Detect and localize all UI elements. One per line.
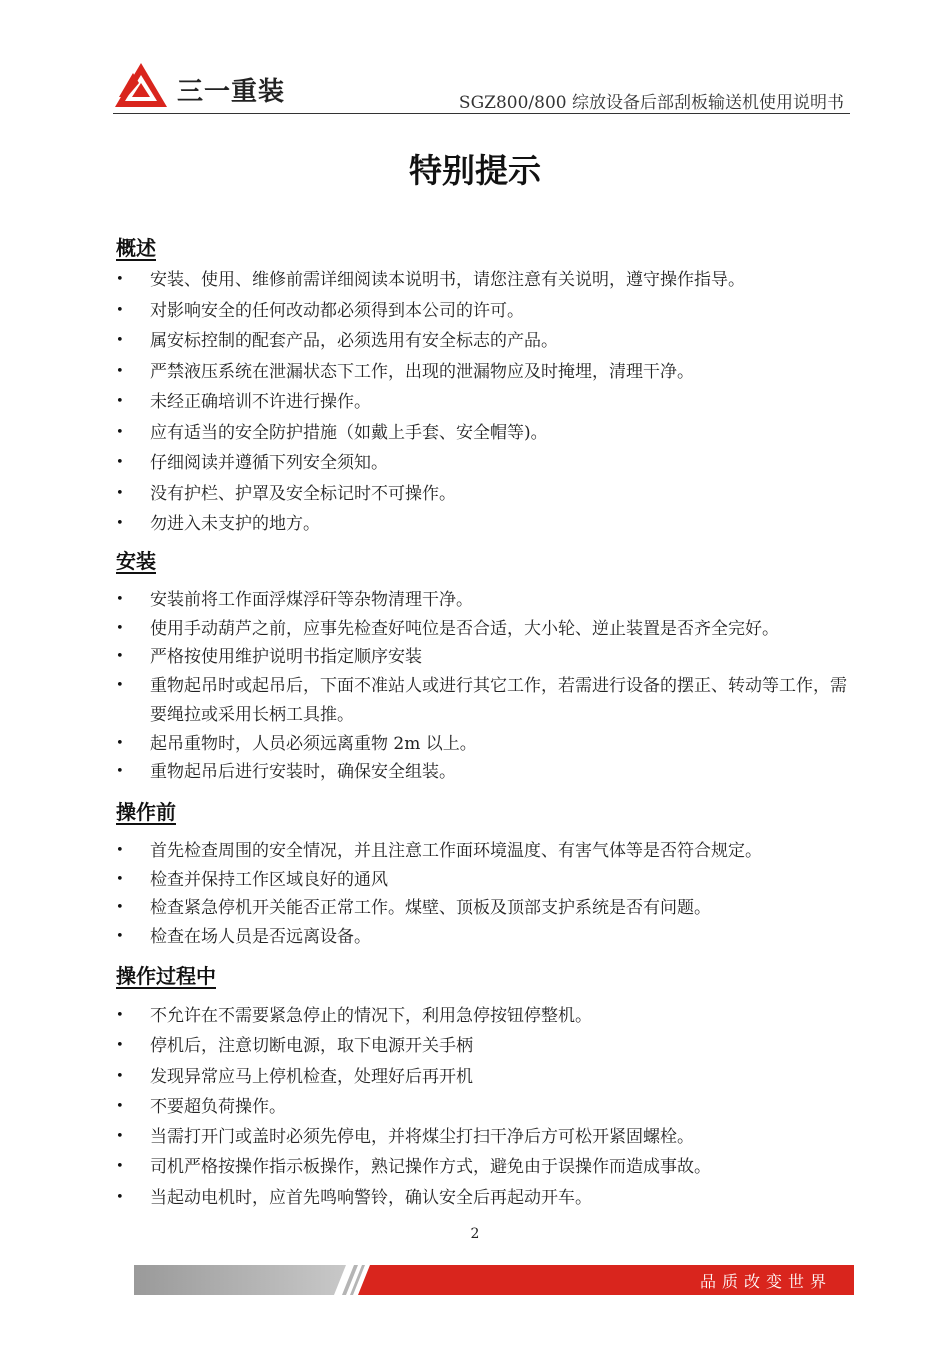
company-name: 三一重装 <box>177 77 286 107</box>
header-divider <box>113 113 850 114</box>
section-heading: 安装 <box>116 549 156 573</box>
list-item: • 当需打开门或盖时必须先停电，并将煤尘打扫干净后方可松开紧固螺栓。 <box>116 1122 856 1152</box>
section-heading: 概述 <box>116 236 156 260</box>
list-item: • 属安标控制的配套产品，必须选用有安全标志的产品。 <box>116 326 856 357</box>
bullet-list <box>116 1001 856 1213</box>
list-item: • 安装、使用、维修前需详细阅读本说明书，请您注意有关说明，遵守操作指导。 <box>116 265 856 296</box>
list-item: • 检查在场人员是否远离设备。 <box>116 923 856 952</box>
bullet-list <box>116 265 856 540</box>
footer-bar <box>134 1265 854 1295</box>
section-before-operation <box>116 797 856 952</box>
list-item: • 勿进入未支护的地方。 <box>116 509 856 540</box>
list-item: • 对影响安全的任何改动都必须得到本公司的许可。 <box>116 296 856 327</box>
list-item: • 起吊重物时，人员必须远离重物 2m 以上。 <box>116 730 856 759</box>
bullet-list <box>116 586 856 787</box>
section-heading: 操作过程中 <box>116 964 216 988</box>
section-heading: 操作前 <box>116 800 176 824</box>
list-item: • 检查紧急停机开关能否正常工作。煤壁、顶板及顶部支护系统是否有问题。 <box>116 894 856 923</box>
section-overview <box>116 233 856 540</box>
section-installation <box>116 546 856 787</box>
list-item: • 不允许在不需要紧急停止的情况下，利用急停按钮停整机。 <box>116 1001 856 1031</box>
list-item: • 仔细阅读并遵循下列安全须知。 <box>116 448 856 479</box>
page-title: 特别提示 <box>409 151 541 190</box>
list-item: • 发现异常应马上停机检查，处理好后再开机 <box>116 1062 856 1092</box>
list-item: • 司机严格按操作指示板操作，熟记操作方式，避免由于误操作而造成事故。 <box>116 1152 856 1182</box>
sany-logo-icon <box>113 61 169 109</box>
list-item: • 检查并保持工作区域良好的通风 <box>116 866 856 895</box>
section-during-operation <box>116 961 856 1213</box>
footer-slogan: 品质改变世界 <box>699 1272 832 1291</box>
list-item: • 严禁液压系统在泄漏状态下工作，出现的泄漏物应及时掩埋，清理干净。 <box>116 357 856 388</box>
list-item: • 首先检查周围的安全情况，并且注意工作面环境温度、有害气体等是否符合规定。 <box>116 837 856 866</box>
list-item: • 重物起吊后进行安装时，确保安全组装。 <box>116 758 856 787</box>
list-item: • 应有适当的安全防护措施（如戴上手套、安全帽等)。 <box>116 418 856 449</box>
list-item: • 重物起吊时或起吊后，下面不准站人或进行其它工作，若需进行设备的摆正、转动等工作，需要绳拉或采用长柄工具推。 <box>116 672 856 729</box>
list-item: • 停机后，注意切断电源，取下电源开关手柄 <box>116 1031 856 1061</box>
list-item: • 没有护栏、护罩及安全标记时不可操作。 <box>116 479 856 510</box>
page-number: 2 <box>470 1226 480 1242</box>
list-item: • 使用手动葫芦之前，应事先检查好吨位是否合适，大小轮、逆止装置是否齐全完好。 <box>116 615 856 644</box>
bullet-list <box>116 837 856 952</box>
page-header <box>113 55 850 117</box>
list-item: • 安装前将工作面浮煤浮矸等杂物清理干净。 <box>116 586 856 615</box>
list-item: • 不要超负荷操作。 <box>116 1092 856 1122</box>
document-title: SGZ800/800 综放设备后部刮板输送机使用说明书 <box>458 93 844 113</box>
list-item: • 未经正确培训不许进行操作。 <box>116 387 856 418</box>
list-item: • 严格按使用维护说明书指定顺序安装 <box>116 643 856 672</box>
list-item: • 当起动电机时，应首先鸣响警铃，确认安全后再起动开车。 <box>116 1183 856 1213</box>
